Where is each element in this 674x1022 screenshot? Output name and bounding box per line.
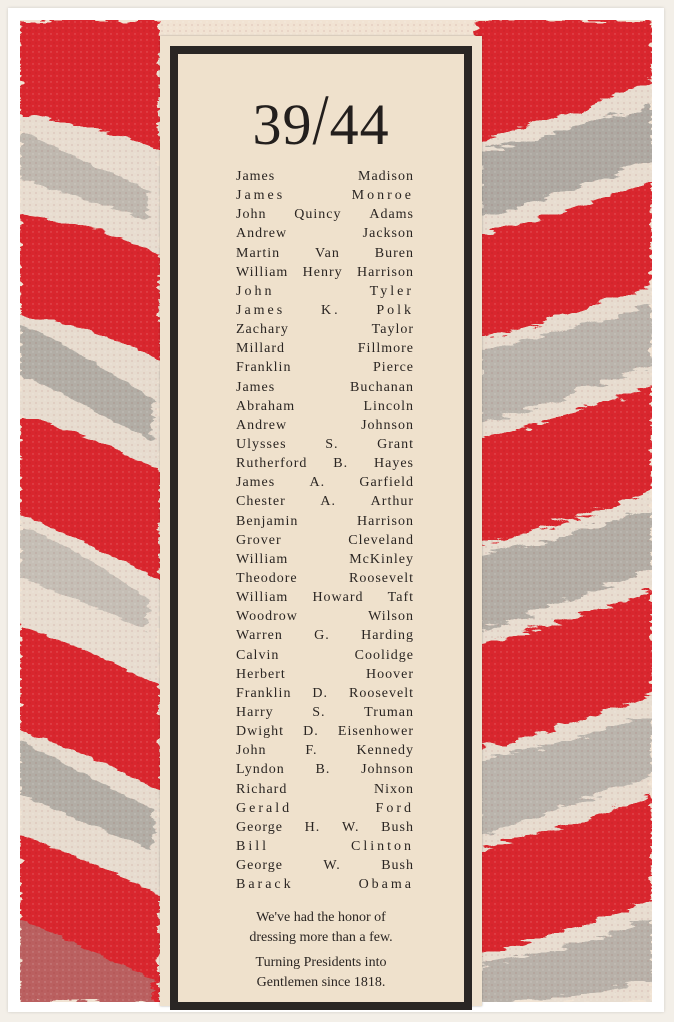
president-name — [236, 454, 414, 473]
president-name-text: Theodore Roosevelt — [236, 570, 414, 586]
president-name-text: Dwight D. Eisenhower — [236, 724, 414, 740]
president-name — [236, 837, 414, 856]
president-name — [236, 186, 414, 205]
president-name-text: Lyndon B. Johnson — [236, 762, 414, 778]
tagline-honor — [178, 908, 464, 948]
president-name — [236, 856, 414, 875]
president-name — [236, 167, 414, 186]
president-name — [236, 397, 414, 416]
president-name-text: Barack Obama — [236, 877, 414, 893]
president-name — [236, 358, 414, 377]
headline-left: 39 — [252, 92, 313, 157]
president-name-text: Harry S. Truman — [236, 704, 414, 720]
headline-slash: / — [312, 78, 330, 160]
president-name-text: Martin Van Buren — [236, 245, 414, 261]
president-name-text: George W. Bush — [236, 858, 414, 874]
president-name-text: John F. Kennedy — [236, 743, 414, 759]
president-name-text: Andrew Johnson — [236, 417, 414, 433]
president-name-text: Benjamin Harrison — [236, 513, 414, 529]
president-name-text: Bill Clinton — [236, 838, 414, 854]
president-name-text: James K. Polk — [236, 302, 414, 318]
president-name-text: James Madison — [236, 169, 414, 184]
president-list-card — [160, 36, 482, 1006]
headline-39-of-44 — [178, 78, 464, 160]
president-name — [236, 875, 414, 894]
president-name-text: James Monroe — [236, 188, 414, 204]
president-name — [236, 531, 414, 550]
president-name — [236, 282, 414, 301]
president-name — [236, 320, 414, 339]
president-name-text: Zachary Taylor — [236, 322, 414, 338]
president-name — [236, 569, 414, 588]
president-name — [236, 703, 414, 722]
president-name-text: Franklin Pierce — [236, 360, 414, 376]
tagline-line2: dressing more than a few. — [249, 930, 393, 945]
president-name — [236, 244, 414, 263]
president-name — [236, 416, 414, 435]
tagline-since — [178, 953, 464, 993]
president-name-text: Gerald Ford — [236, 800, 414, 816]
president-name-text: Chester A. Arthur — [236, 494, 414, 510]
president-name — [236, 741, 414, 760]
president-name-text: John Quincy Adams — [236, 207, 414, 223]
president-name-text: Woodrow Wilson — [236, 609, 414, 625]
president-name-text: Ulysses S. Grant — [236, 436, 414, 452]
president-name-text: Franklin D. Roosevelt — [236, 685, 414, 701]
president-name-text: James Buchanan — [236, 379, 414, 395]
president-name — [236, 263, 414, 282]
president-name — [236, 588, 414, 607]
headline-right: 44 — [329, 92, 390, 157]
president-name-text: William Henry Harrison — [236, 264, 414, 280]
president-name — [236, 818, 414, 837]
president-name — [236, 378, 414, 397]
president-name — [236, 473, 414, 492]
president-name — [236, 550, 414, 569]
president-name — [236, 512, 414, 531]
president-name-text: Herbert Hoover — [236, 666, 414, 682]
president-name — [236, 224, 414, 243]
president-name-text: Millard Fillmore — [236, 341, 414, 357]
president-name-text: William McKinley — [236, 551, 414, 567]
card-border — [170, 46, 472, 1010]
president-name — [236, 684, 414, 703]
president-name-text: James A. Garfield — [236, 475, 414, 491]
president-name — [236, 301, 414, 320]
president-name — [236, 722, 414, 741]
president-name-text: Rutherford B. Hayes — [236, 456, 414, 472]
tagline-line4: Gentlemen since 1818. — [256, 975, 386, 990]
president-name-text: John Tyler — [236, 283, 414, 299]
president-name — [236, 626, 414, 645]
presidents-list — [236, 167, 414, 894]
president-name-text: Andrew Jackson — [236, 226, 414, 242]
president-name-text: George H. W. Bush — [236, 819, 414, 835]
president-name-text: Richard Nixon — [236, 781, 414, 797]
tagline-line1: We've had the honor of — [256, 910, 386, 925]
president-name — [236, 205, 414, 224]
president-name — [236, 607, 414, 626]
president-name-text: Grover Cleveland — [236, 532, 414, 548]
president-name — [236, 780, 414, 799]
president-name-text: William Howard Taft — [236, 590, 414, 606]
president-name-text: Abraham Lincoln — [236, 398, 414, 414]
president-name — [236, 492, 414, 511]
tagline-line3: Turning Presidents into — [255, 955, 387, 970]
president-name-text: Warren G. Harding — [236, 628, 414, 644]
president-name — [236, 435, 414, 454]
president-name — [236, 646, 414, 665]
president-name — [236, 760, 414, 779]
president-name — [236, 799, 414, 818]
president-name — [236, 665, 414, 684]
president-name-text: Calvin Coolidge — [236, 647, 414, 663]
president-name — [236, 339, 414, 358]
